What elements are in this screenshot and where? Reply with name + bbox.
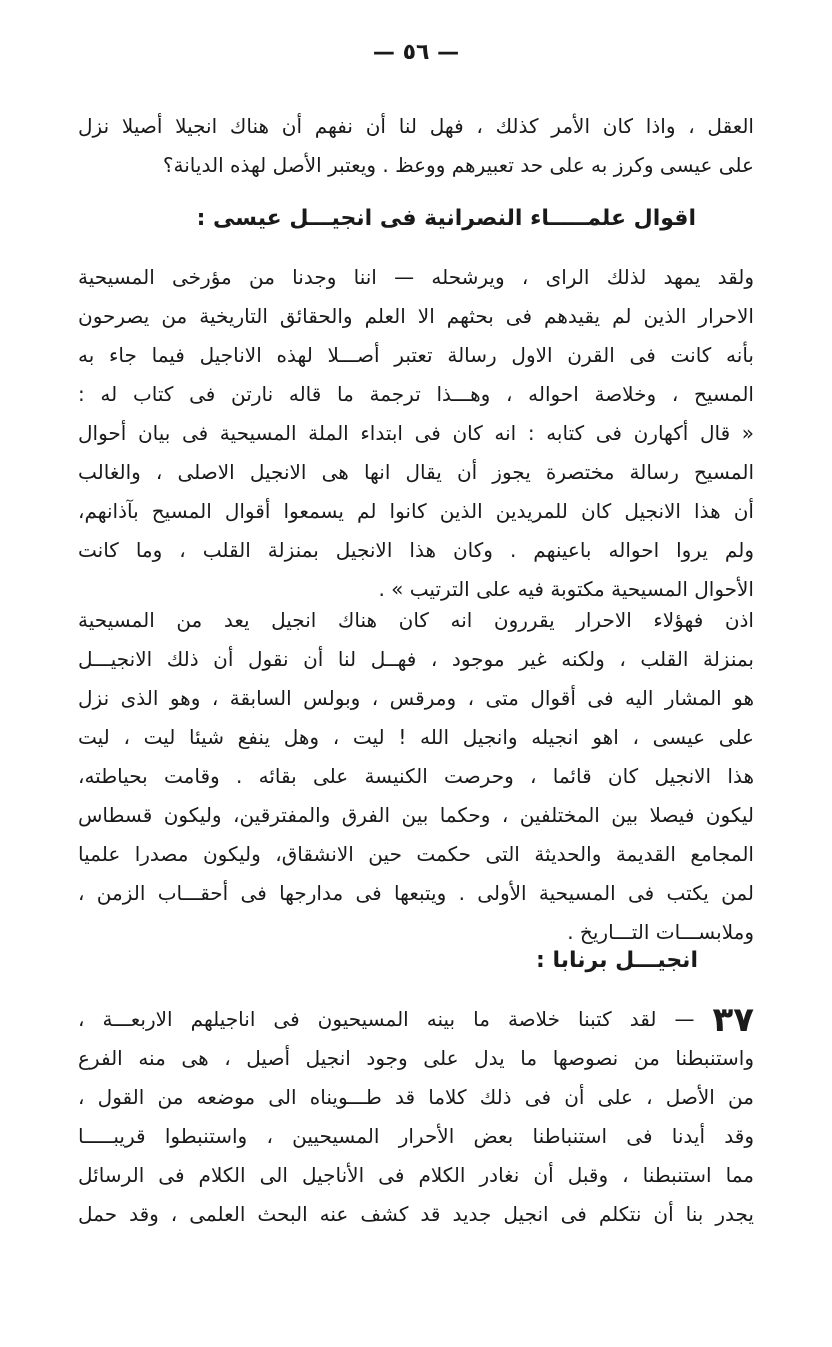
text-line: على عيسى وكرز به على حد تعبيرهم ووعظ . ويعتبر الأصل لهذه الديانة؟ (162, 153, 754, 177)
text-line: وملابســـات التـــاريخ . (567, 920, 754, 944)
paragraph-4 (78, 1000, 754, 1234)
text-line: الاحرار الذين لم يقيدهم فى بحثهم الا العلم والحقائق التاريخية من يصرحون (78, 304, 754, 328)
text-line: وقد أيدنا فى استنباطنا بعض الأحرار المسيحيين ، واستنبطوا قريبـــــا (78, 1124, 754, 1148)
text-line: ولقد يمهد لذلك الراى ، ويرشحله — اننا وجدنا من مؤرخى المسيحية (78, 265, 754, 289)
text-line: المجامع القديمة والحديثة التى حكمت حين الانشقاق، وليكون مصدرا علميا (78, 842, 754, 866)
text-line: بأنه كانت فى القرن الاول رسالة تعتبر أصـــلا لهذه الاناجيل فيما جاء به (78, 343, 754, 367)
text-line: أن هذا الانجيل كان للمريدين الذين كانوا لم يسمعوا أقوال المسيح بآذانهم، (78, 499, 754, 523)
text-line: هو المشار اليه فى أقوال متى ، ومرقس ، وبولس السابقة ، وهو الذى نزل (78, 686, 754, 710)
text-line: ولم يروا احواله باعينهم . وكان هذا الانجيل بمنزلة القلب ، وما كانت (78, 538, 754, 562)
text-line: الأحوال المسيحية مكتوبة فيه على الترتيب » . (378, 577, 754, 601)
text-line: مما استنبطنا ، وقبل أن نغادر الكلام فى الأناجيل الى الكلام فى الرسائل (78, 1163, 754, 1187)
page-number: — ٥٦ — (372, 40, 460, 65)
text-line: اذن فهؤلاء الاحرار يقررون انه كان هناك انجيل يعد من المسيحية (78, 608, 754, 632)
text-line: بمنزلة القلب ، ولكنه غير موجود ، فهــل لنا أن نقول أن ذلك الانجيـــل (78, 647, 754, 671)
text-line: لمن يكتب فى المسيحية الأولى . ويتبعها فى مدارجها فى أحقـــاب الزمن ، (78, 881, 754, 905)
text-line: المسيح ، وخلاصة احواله ، وهـــذا ترجمة ما قاله نارتن فى كتاب له : (78, 382, 754, 406)
text-line: ليكون فيصلا بين المختلفين ، وحكما بين الفرق والمفترقين، وليكون قسطاس (78, 803, 754, 827)
text-line: العقل ، واذا كان الأمر كذلك ، فهل لنا أن نفهم أن هناك انجيلا أصيلا نزل (78, 114, 754, 138)
text-line: على عيسى ، اهو انجيله وانجيل الله ! ليت ، وهل ينفع شيئا ليت ، ليت (78, 725, 754, 749)
paragraph-3 (78, 601, 754, 952)
text-line: واستنبطنا من نصوصها ما يدل على وجود انجيل أصيل ، هى منه الفرع (78, 1046, 754, 1070)
text-line: « قال أكهارن فى كتابه : انه كان فى ابتداء الملة المسيحية فى بيان أحوال (78, 421, 754, 445)
text-line: هذا الانجيل كان قائما ، وحرصت الكنيسة على بقائه . وقامت بحياطته، (78, 764, 754, 788)
text-line: المسيح رسالة مختصرة يجوز أن يقال انها هى الانجيل الاصلى ، والغالب (78, 460, 754, 484)
section-heading-gospel-of-jesus: اقوال علمـــــاء النصرانية فى انجيـــل عيسى : (196, 206, 696, 231)
first-line-text: — لقد كتبنا خلاصة ما بينه المسيحيون فى اناجيلهم الاربعـــة ، (78, 1007, 695, 1031)
text-line-numbered (78, 1000, 754, 1039)
text-line: يجدر بنا أن نتكلم فى انجيل جديد قد كشف عنه البحث العلمى ، وقد حمل (78, 1202, 754, 1226)
section-heading-gospel-of-barnabas: انجيـــل برنابا : (536, 948, 698, 973)
paragraph-2 (78, 258, 754, 609)
section-number: ٣٧ (712, 1000, 754, 1039)
text-line: من الأصل ، على أن فى ذلك كلاما قد طـــويناه الى موضعه من القول ، (78, 1085, 754, 1109)
paragraph-1 (78, 107, 754, 185)
